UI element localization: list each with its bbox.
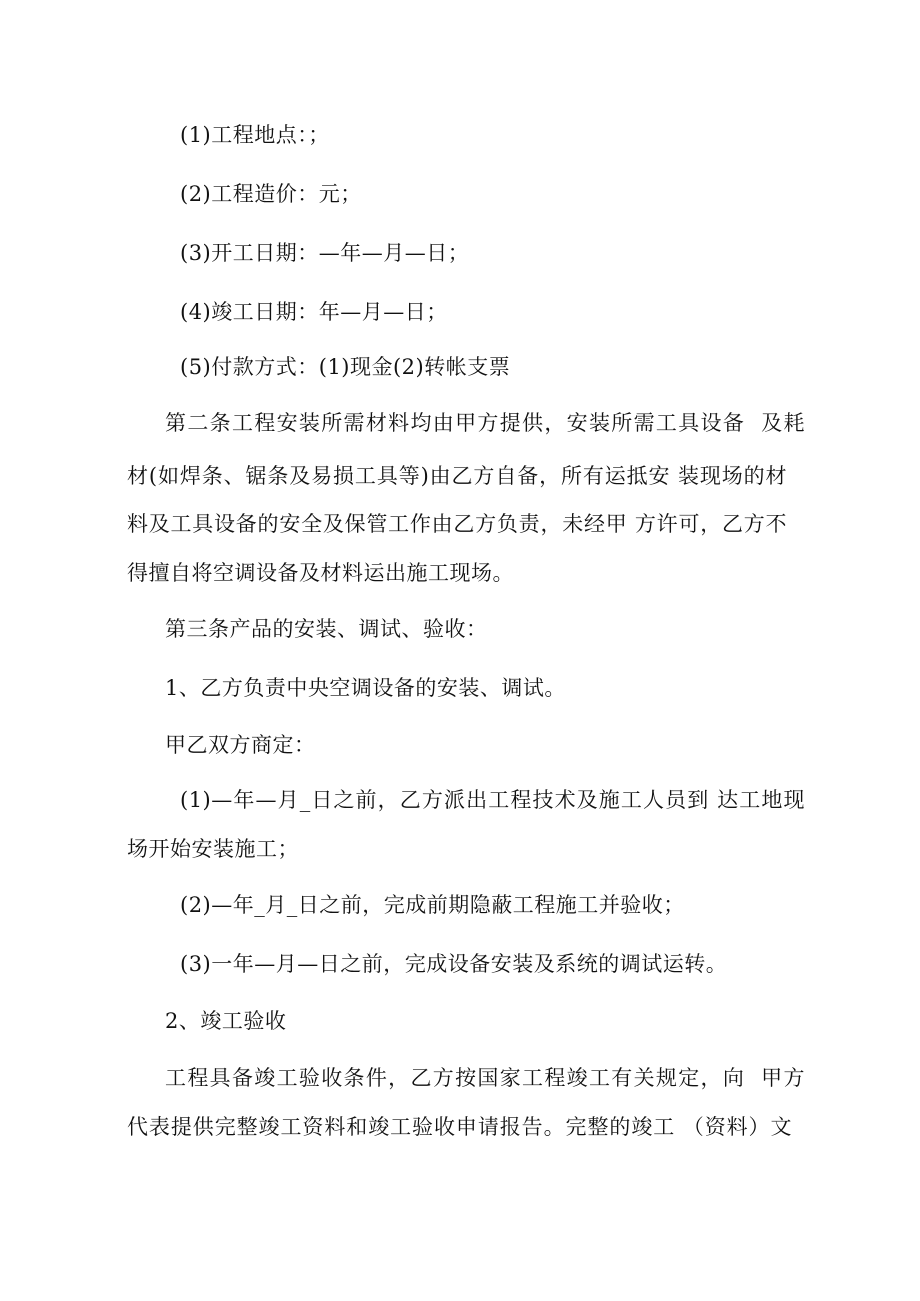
item-start-date: (3)开工日期：—年—月—日； [180, 241, 470, 265]
schedule-3: (3)一年—月—日之前，完成设备安装及系统的调试运转。 [180, 952, 728, 976]
article-three-heading: 第三条产品的安装、调试、验收： [165, 617, 488, 641]
schedule-1-line-2: 场开始安装施工； [127, 837, 299, 861]
item-project-location: (1)工程地点：； [180, 123, 330, 147]
item-completion-date: (4)竣工日期：年—月—日； [180, 300, 448, 324]
article-two-line-1: 第二条工程安装所需材料均由甲方提供，安装所需工具设备 及耗 [165, 411, 805, 435]
article-two-line-4: 得擅自将空调设备及材料运出施工现场。 [127, 561, 514, 585]
item-payment-method: (5)付款方式：(1)现金(2)转帐支票 [180, 355, 511, 379]
schedule-2: (2)—年_月_日之前，完成前期隐蔽工程施工并验收； [180, 893, 685, 917]
article-two-line-3: 料及工具设备的安全及保管工作由乙方负责，未经甲 方许可，乙方不 [127, 512, 787, 536]
section-2-heading: 2、竣工验收 [165, 1009, 287, 1033]
article-two-line-2: 材(如焊条、锯条及易损工具等)由乙方自备，所有运抵安 装现场的材 [127, 464, 787, 488]
section-1-heading: 1、乙方负责中央空调设备的安装、调试。 [165, 676, 566, 700]
acceptance-line-1: 工程具备竣工验收条件，乙方按国家工程竣工有关规定，向 甲方 [165, 1066, 805, 1090]
item-project-cost: (2)工程造价：元； [180, 182, 362, 206]
agreement-heading: 甲乙双方商定： [165, 733, 316, 757]
schedule-1-line-1: (1)—年—月_日之前，乙方派出工程技术及施工人员到 达工地现 [180, 788, 805, 812]
acceptance-line-2: 代表提供完整竣工资料和竣工验收申请报告。完整的竣工 （资料）文 [127, 1115, 792, 1139]
